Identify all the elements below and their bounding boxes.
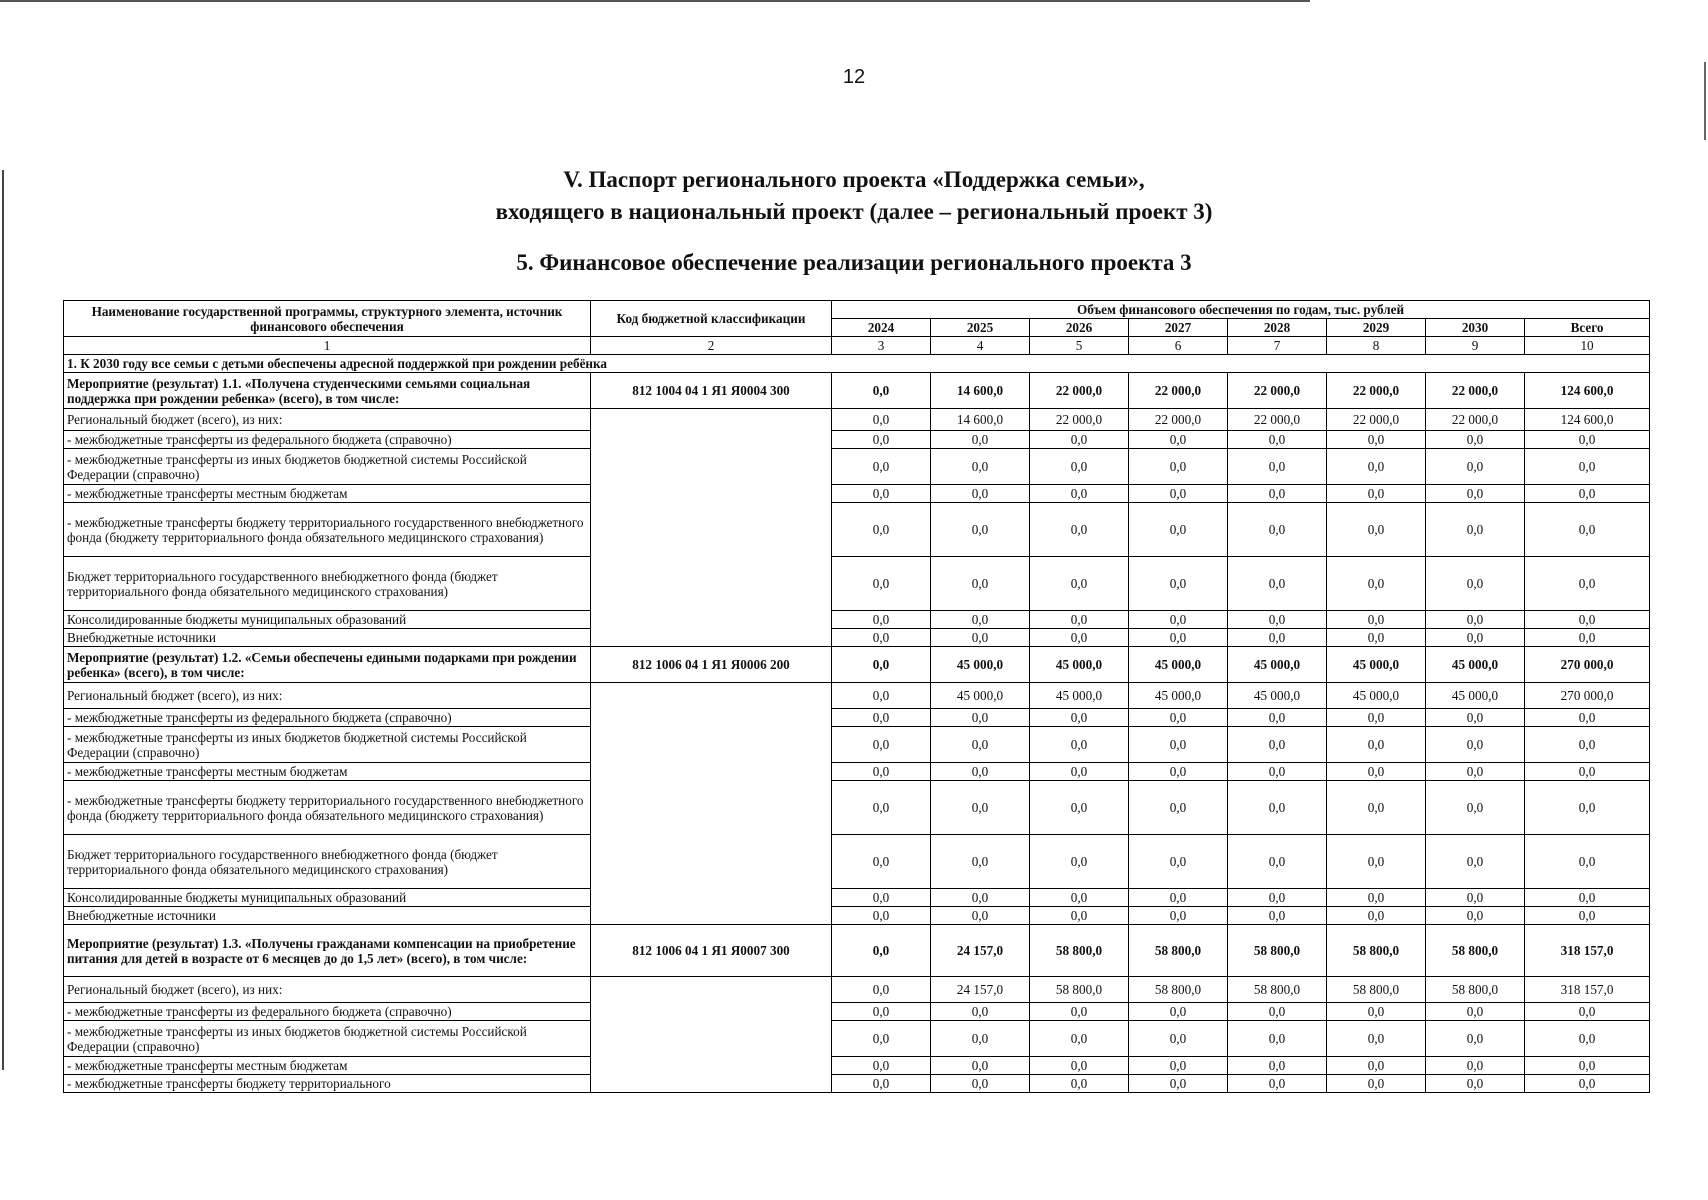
value-year: 58 800,0 bbox=[1030, 977, 1129, 1003]
column-number: 8 bbox=[1327, 337, 1426, 355]
value-year: 58 800,0 bbox=[1228, 925, 1327, 977]
value-year: 45 000,0 bbox=[931, 683, 1030, 709]
value-total: 318 157,0 bbox=[1525, 925, 1650, 977]
source-name: - межбюджетные трансферты бюджету территориального государственного внебюджетного фонда (бюджету территориального фонда обязательного медицинского страхования) bbox=[64, 781, 591, 835]
value-year: 0,0 bbox=[1129, 1057, 1228, 1075]
value-year: 0,0 bbox=[931, 449, 1030, 485]
value-year: 0,0 bbox=[1228, 835, 1327, 889]
value-total: 0,0 bbox=[1525, 1003, 1650, 1021]
value-year: 0,0 bbox=[1030, 611, 1129, 629]
value-year: 0,0 bbox=[1426, 1003, 1525, 1021]
value-year: 0,0 bbox=[1030, 709, 1129, 727]
value-year: 0,0 bbox=[1228, 485, 1327, 503]
value-year: 0,0 bbox=[1228, 1021, 1327, 1057]
value-year: 0,0 bbox=[1327, 557, 1426, 611]
value-year: 0,0 bbox=[1327, 1075, 1426, 1093]
value-year: 0,0 bbox=[832, 683, 931, 709]
value-year: 0,0 bbox=[832, 907, 931, 925]
value-year: 0,0 bbox=[1129, 503, 1228, 557]
value-year: 0,0 bbox=[832, 373, 931, 409]
source-row bbox=[64, 977, 1650, 1003]
value-year: 0,0 bbox=[1228, 1003, 1327, 1021]
header-name: Наименование государственной программы, структурного элемента, источник финансового обеспечения bbox=[64, 301, 591, 337]
value-total: 0,0 bbox=[1525, 431, 1650, 449]
value-year: 58 800,0 bbox=[1228, 977, 1327, 1003]
value-year: 0,0 bbox=[832, 727, 931, 763]
value-year: 0,0 bbox=[832, 1003, 931, 1021]
value-total: 0,0 bbox=[1525, 835, 1650, 889]
value-year: 0,0 bbox=[931, 557, 1030, 611]
header-year: 2029 bbox=[1327, 319, 1426, 337]
value-year: 0,0 bbox=[1228, 557, 1327, 611]
value-year: 0,0 bbox=[1426, 1021, 1525, 1057]
value-year: 0,0 bbox=[1426, 709, 1525, 727]
value-year: 0,0 bbox=[832, 485, 931, 503]
source-row bbox=[64, 781, 1650, 835]
value-year: 0,0 bbox=[1327, 1057, 1426, 1075]
value-year: 0,0 bbox=[1426, 557, 1525, 611]
measure-name: Мероприятие (результат) 1.2. «Семьи обеспечены едиными подарками при рождении ребенка» (всего), в том числе: bbox=[64, 647, 591, 683]
value-year: 0,0 bbox=[1426, 485, 1525, 503]
value-year: 22 000,0 bbox=[1030, 373, 1129, 409]
value-year: 0,0 bbox=[1426, 763, 1525, 781]
source-row bbox=[64, 1057, 1650, 1075]
value-total: 270 000,0 bbox=[1525, 683, 1650, 709]
header-volume: Объем финансового обеспечения по годам, тыс. рублей bbox=[832, 301, 1650, 319]
value-year: 0,0 bbox=[1030, 1075, 1129, 1093]
value-total: 0,0 bbox=[1525, 557, 1650, 611]
value-year: 0,0 bbox=[1327, 763, 1426, 781]
column-numbers-row bbox=[64, 337, 1650, 355]
column-number: 9 bbox=[1426, 337, 1525, 355]
value-year: 0,0 bbox=[1129, 835, 1228, 889]
value-year: 0,0 bbox=[1228, 629, 1327, 647]
value-total: 0,0 bbox=[1525, 781, 1650, 835]
value-year: 22 000,0 bbox=[1327, 409, 1426, 431]
source-name: - межбюджетные трансферты бюджету территориального bbox=[64, 1075, 591, 1093]
value-year: 0,0 bbox=[832, 925, 931, 977]
section-row bbox=[64, 355, 1650, 373]
source-row bbox=[64, 683, 1650, 709]
budget-code: 812 1006 04 1 Я1 Я0006 200 bbox=[591, 647, 832, 683]
value-year: 0,0 bbox=[1426, 611, 1525, 629]
value-year: 0,0 bbox=[1426, 431, 1525, 449]
value-year: 0,0 bbox=[931, 727, 1030, 763]
value-total: 270 000,0 bbox=[1525, 647, 1650, 683]
value-year: 0,0 bbox=[832, 557, 931, 611]
value-year: 0,0 bbox=[1129, 889, 1228, 907]
value-year: 0,0 bbox=[1030, 835, 1129, 889]
value-year: 0,0 bbox=[1228, 1057, 1327, 1075]
value-year: 0,0 bbox=[931, 763, 1030, 781]
value-year: 0,0 bbox=[832, 1075, 931, 1093]
value-year: 0,0 bbox=[1129, 1075, 1228, 1093]
source-name: Внебюджетные источники bbox=[64, 629, 591, 647]
value-total: 0,0 bbox=[1525, 1075, 1650, 1093]
value-year: 0,0 bbox=[1327, 611, 1426, 629]
source-name: - межбюджетные трансферты из иных бюджетов бюджетной системы Российской Федерации (справочно) bbox=[64, 727, 591, 763]
value-year: 0,0 bbox=[931, 1003, 1030, 1021]
value-year: 0,0 bbox=[1030, 1021, 1129, 1057]
header-year: 2025 bbox=[931, 319, 1030, 337]
page-number: 12 bbox=[842, 66, 866, 88]
value-total: 0,0 bbox=[1525, 709, 1650, 727]
value-year: 0,0 bbox=[1327, 449, 1426, 485]
value-year: 45 000,0 bbox=[1030, 647, 1129, 683]
value-year: 0,0 bbox=[931, 629, 1030, 647]
header-year: 2024 bbox=[832, 319, 931, 337]
value-year: 0,0 bbox=[1129, 1021, 1228, 1057]
source-name: Бюджет территориального государственного внебюджетного фонда (бюджет территориального фонда обязательного медицинского страхования) bbox=[64, 835, 591, 889]
value-year: 0,0 bbox=[832, 409, 931, 431]
title-line-2: входящего в национальный проект (далее – региональный проект 3) bbox=[495, 199, 1213, 224]
value-year: 58 800,0 bbox=[1129, 925, 1228, 977]
value-year: 0,0 bbox=[931, 485, 1030, 503]
document-title bbox=[0, 164, 1708, 228]
source-row bbox=[64, 727, 1650, 763]
value-year: 0,0 bbox=[832, 629, 931, 647]
source-row bbox=[64, 409, 1650, 431]
source-name: - межбюджетные трансферты из федерального бюджета (справочно) bbox=[64, 1003, 591, 1021]
value-year: 0,0 bbox=[1129, 781, 1228, 835]
value-year: 0,0 bbox=[832, 763, 931, 781]
value-year: 0,0 bbox=[1129, 763, 1228, 781]
measure-row bbox=[64, 647, 1650, 683]
source-name: Региональный бюджет (всего), из них: bbox=[64, 409, 591, 431]
value-year: 0,0 bbox=[931, 709, 1030, 727]
source-row bbox=[64, 485, 1650, 503]
value-year: 58 800,0 bbox=[1426, 977, 1525, 1003]
value-total: 124 600,0 bbox=[1525, 409, 1650, 431]
source-row bbox=[64, 763, 1650, 781]
column-number: 1 bbox=[64, 337, 591, 355]
value-year: 0,0 bbox=[832, 1021, 931, 1057]
value-year: 0,0 bbox=[1426, 1075, 1525, 1093]
value-year: 0,0 bbox=[832, 647, 931, 683]
budget-code: 812 1006 04 1 Я1 Я0007 300 bbox=[591, 925, 832, 977]
value-year: 0,0 bbox=[1228, 727, 1327, 763]
value-year: 58 800,0 bbox=[1327, 977, 1426, 1003]
value-year: 0,0 bbox=[1327, 503, 1426, 557]
section-title: 1. К 2030 году все семьи с детьми обеспечены адресной поддержкой при рождении ребёнка bbox=[64, 355, 1650, 373]
value-year: 45 000,0 bbox=[1228, 647, 1327, 683]
value-year: 0,0 bbox=[832, 835, 931, 889]
source-name: - межбюджетные трансферты бюджету территориального государственного внебюджетного фонда (бюджету территориального фонда обязательного медицинского страхования) bbox=[64, 503, 591, 557]
value-year: 0,0 bbox=[931, 431, 1030, 449]
value-year: 0,0 bbox=[1327, 431, 1426, 449]
value-total: 0,0 bbox=[1525, 449, 1650, 485]
value-year: 45 000,0 bbox=[1129, 683, 1228, 709]
column-number: 5 bbox=[1030, 337, 1129, 355]
value-year: 0,0 bbox=[1426, 907, 1525, 925]
value-year: 22 000,0 bbox=[1129, 373, 1228, 409]
source-name: Региональный бюджет (всего), из них: bbox=[64, 977, 591, 1003]
source-row bbox=[64, 503, 1650, 557]
value-year: 0,0 bbox=[1030, 889, 1129, 907]
header-year: 2030 bbox=[1426, 319, 1525, 337]
value-year: 0,0 bbox=[1129, 727, 1228, 763]
header-total: Всего bbox=[1525, 319, 1650, 337]
source-row bbox=[64, 907, 1650, 925]
budget-code-empty bbox=[591, 409, 832, 647]
value-year: 14 600,0 bbox=[931, 409, 1030, 431]
budget-code-empty bbox=[591, 683, 832, 925]
scan-edge-top bbox=[0, 0, 1310, 2]
header-year: 2028 bbox=[1228, 319, 1327, 337]
value-year: 0,0 bbox=[1327, 835, 1426, 889]
value-year: 22 000,0 bbox=[1327, 373, 1426, 409]
value-year: 0,0 bbox=[1030, 907, 1129, 925]
value-year: 45 000,0 bbox=[1327, 683, 1426, 709]
column-number: 4 bbox=[931, 337, 1030, 355]
value-year: 22 000,0 bbox=[1129, 409, 1228, 431]
section-subtitle: 5. Финансовое обеспечение реализации регионального проекта 3 bbox=[516, 250, 1192, 275]
value-year: 0,0 bbox=[1426, 889, 1525, 907]
value-year: 0,0 bbox=[1327, 485, 1426, 503]
value-year: 0,0 bbox=[931, 907, 1030, 925]
header-year: 2027 bbox=[1129, 319, 1228, 337]
value-year: 0,0 bbox=[1030, 485, 1129, 503]
value-total: 0,0 bbox=[1525, 611, 1650, 629]
value-year: 0,0 bbox=[1327, 709, 1426, 727]
value-year: 22 000,0 bbox=[1228, 409, 1327, 431]
value-year: 0,0 bbox=[832, 449, 931, 485]
value-year: 0,0 bbox=[931, 1021, 1030, 1057]
value-year: 0,0 bbox=[1426, 727, 1525, 763]
value-year: 0,0 bbox=[931, 1075, 1030, 1093]
value-year: 22 000,0 bbox=[1228, 373, 1327, 409]
value-year: 0,0 bbox=[1129, 629, 1228, 647]
value-year: 0,0 bbox=[832, 781, 931, 835]
value-year: 0,0 bbox=[1228, 503, 1327, 557]
value-year: 22 000,0 bbox=[1030, 409, 1129, 431]
header-year: 2026 bbox=[1030, 319, 1129, 337]
source-row bbox=[64, 1021, 1650, 1057]
source-name: Бюджет территориального государственного внебюджетного фонда (бюджет территориального фонда обязательного медицинского страхования) bbox=[64, 557, 591, 611]
value-year: 45 000,0 bbox=[1327, 647, 1426, 683]
value-year: 0,0 bbox=[1228, 449, 1327, 485]
source-name: - межбюджетные трансферты из иных бюджетов бюджетной системы Российской Федерации (справочно) bbox=[64, 1021, 591, 1057]
source-row bbox=[64, 611, 1650, 629]
column-number: 6 bbox=[1129, 337, 1228, 355]
value-year: 0,0 bbox=[1426, 449, 1525, 485]
source-name: - межбюджетные трансферты из федерального бюджета (справочно) bbox=[64, 431, 591, 449]
value-year: 0,0 bbox=[1327, 889, 1426, 907]
value-year: 45 000,0 bbox=[1030, 683, 1129, 709]
value-year: 0,0 bbox=[832, 431, 931, 449]
value-year: 0,0 bbox=[1426, 503, 1525, 557]
source-row bbox=[64, 1003, 1650, 1021]
value-total: 0,0 bbox=[1525, 503, 1650, 557]
value-year: 0,0 bbox=[1129, 449, 1228, 485]
value-year: 0,0 bbox=[1228, 889, 1327, 907]
value-year: 0,0 bbox=[931, 1057, 1030, 1075]
value-total: 0,0 bbox=[1525, 889, 1650, 907]
value-year: 45 000,0 bbox=[1228, 683, 1327, 709]
value-year: 0,0 bbox=[1426, 629, 1525, 647]
value-year: 0,0 bbox=[1228, 431, 1327, 449]
source-row bbox=[64, 629, 1650, 647]
value-year: 58 800,0 bbox=[1327, 925, 1426, 977]
value-year: 0,0 bbox=[1228, 781, 1327, 835]
value-total: 0,0 bbox=[1525, 763, 1650, 781]
value-year: 0,0 bbox=[1327, 629, 1426, 647]
value-total: 0,0 bbox=[1525, 485, 1650, 503]
value-year: 0,0 bbox=[1327, 727, 1426, 763]
value-year: 0,0 bbox=[1129, 1003, 1228, 1021]
budget-code-empty bbox=[591, 977, 832, 1093]
source-name: - межбюджетные трансферты из федерального бюджета (справочно) bbox=[64, 709, 591, 727]
source-name: Внебюджетные источники bbox=[64, 907, 591, 925]
value-year: 0,0 bbox=[1129, 431, 1228, 449]
value-year: 0,0 bbox=[832, 503, 931, 557]
value-total: 0,0 bbox=[1525, 629, 1650, 647]
column-number: 2 bbox=[591, 337, 832, 355]
value-year: 58 800,0 bbox=[1426, 925, 1525, 977]
value-year: 0,0 bbox=[832, 889, 931, 907]
value-year: 0,0 bbox=[1228, 709, 1327, 727]
value-year: 58 800,0 bbox=[1129, 977, 1228, 1003]
value-year: 0,0 bbox=[832, 977, 931, 1003]
value-year: 0,0 bbox=[832, 1057, 931, 1075]
value-total: 0,0 bbox=[1525, 1021, 1650, 1057]
value-year: 24 157,0 bbox=[931, 925, 1030, 977]
value-year: 0,0 bbox=[1327, 1021, 1426, 1057]
value-year: 0,0 bbox=[1426, 781, 1525, 835]
value-year: 0,0 bbox=[1327, 1003, 1426, 1021]
value-year: 0,0 bbox=[931, 503, 1030, 557]
title-line-1: V. Паспорт регионального проекта «Поддержка семьи», bbox=[563, 167, 1145, 192]
value-year: 0,0 bbox=[1030, 1003, 1129, 1021]
source-name: - межбюджетные трансферты местным бюджетам bbox=[64, 485, 591, 503]
value-year: 0,0 bbox=[1228, 763, 1327, 781]
value-year: 0,0 bbox=[1327, 781, 1426, 835]
source-row bbox=[64, 889, 1650, 907]
value-year: 0,0 bbox=[1030, 781, 1129, 835]
value-year: 45 000,0 bbox=[931, 647, 1030, 683]
column-number: 10 bbox=[1525, 337, 1650, 355]
value-year: 0,0 bbox=[1129, 611, 1228, 629]
value-year: 0,0 bbox=[1426, 1057, 1525, 1075]
value-year: 45 000,0 bbox=[1426, 683, 1525, 709]
value-year: 0,0 bbox=[931, 835, 1030, 889]
value-year: 0,0 bbox=[1030, 449, 1129, 485]
value-total: 124 600,0 bbox=[1525, 373, 1650, 409]
value-year: 22 000,0 bbox=[1426, 409, 1525, 431]
source-row bbox=[64, 835, 1650, 889]
source-row bbox=[64, 1075, 1650, 1093]
source-name: - межбюджетные трансферты местным бюджетам bbox=[64, 763, 591, 781]
value-year: 0,0 bbox=[1327, 907, 1426, 925]
column-number: 3 bbox=[832, 337, 931, 355]
value-year: 0,0 bbox=[1228, 611, 1327, 629]
budget-code: 812 1004 04 1 Я1 Я0004 300 bbox=[591, 373, 832, 409]
source-row bbox=[64, 449, 1650, 485]
source-name: Консолидированные бюджеты муниципальных образований bbox=[64, 889, 591, 907]
value-total: 0,0 bbox=[1525, 1057, 1650, 1075]
value-year: 0,0 bbox=[1030, 763, 1129, 781]
value-year: 0,0 bbox=[1030, 557, 1129, 611]
value-year: 0,0 bbox=[1030, 727, 1129, 763]
value-year: 0,0 bbox=[1030, 431, 1129, 449]
header-code: Код бюджетной классификации bbox=[591, 301, 832, 337]
value-year: 24 157,0 bbox=[931, 977, 1030, 1003]
value-year: 45 000,0 bbox=[1426, 647, 1525, 683]
scan-edge-left bbox=[2, 170, 4, 1070]
value-year: 0,0 bbox=[1228, 907, 1327, 925]
value-year: 22 000,0 bbox=[1426, 373, 1525, 409]
source-name: - межбюджетные трансферты из иных бюджетов бюджетной системы Российской Федерации (справочно) bbox=[64, 449, 591, 485]
value-year: 0,0 bbox=[1030, 1057, 1129, 1075]
value-year: 14 600,0 bbox=[931, 373, 1030, 409]
source-name: - межбюджетные трансферты местным бюджетам bbox=[64, 1057, 591, 1075]
value-year: 0,0 bbox=[1030, 503, 1129, 557]
measure-row bbox=[64, 925, 1650, 977]
source-row bbox=[64, 431, 1650, 449]
value-total: 0,0 bbox=[1525, 907, 1650, 925]
value-total: 0,0 bbox=[1525, 727, 1650, 763]
measure-row bbox=[64, 373, 1650, 409]
source-name: Региональный бюджет (всего), из них: bbox=[64, 683, 591, 709]
value-year: 0,0 bbox=[1129, 907, 1228, 925]
value-year: 0,0 bbox=[931, 611, 1030, 629]
value-year: 0,0 bbox=[931, 889, 1030, 907]
column-number: 7 bbox=[1228, 337, 1327, 355]
source-row bbox=[64, 557, 1650, 611]
measure-name: Мероприятие (результат) 1.1. «Получена студенческими семьями социальная поддержка при рождении ребенка» (всего), в том числе: bbox=[64, 373, 591, 409]
value-year: 0,0 bbox=[832, 709, 931, 727]
value-total: 318 157,0 bbox=[1525, 977, 1650, 1003]
value-year: 0,0 bbox=[832, 611, 931, 629]
source-name: Консолидированные бюджеты муниципальных образований bbox=[64, 611, 591, 629]
value-year: 58 800,0 bbox=[1030, 925, 1129, 977]
financing-table bbox=[63, 300, 1650, 1093]
value-year: 0,0 bbox=[1129, 709, 1228, 727]
value-year: 0,0 bbox=[1228, 1075, 1327, 1093]
value-year: 0,0 bbox=[1129, 557, 1228, 611]
value-year: 0,0 bbox=[931, 781, 1030, 835]
source-row bbox=[64, 709, 1650, 727]
value-year: 45 000,0 bbox=[1129, 647, 1228, 683]
value-year: 0,0 bbox=[1129, 485, 1228, 503]
value-year: 0,0 bbox=[1426, 835, 1525, 889]
value-year: 0,0 bbox=[1030, 629, 1129, 647]
measure-name: Мероприятие (результат) 1.3. «Получены гражданами компенсации на приобретение питания для детей в возрасте от 6 месяцев до до 1,5 лет» (всего), в том числе: bbox=[64, 925, 591, 977]
